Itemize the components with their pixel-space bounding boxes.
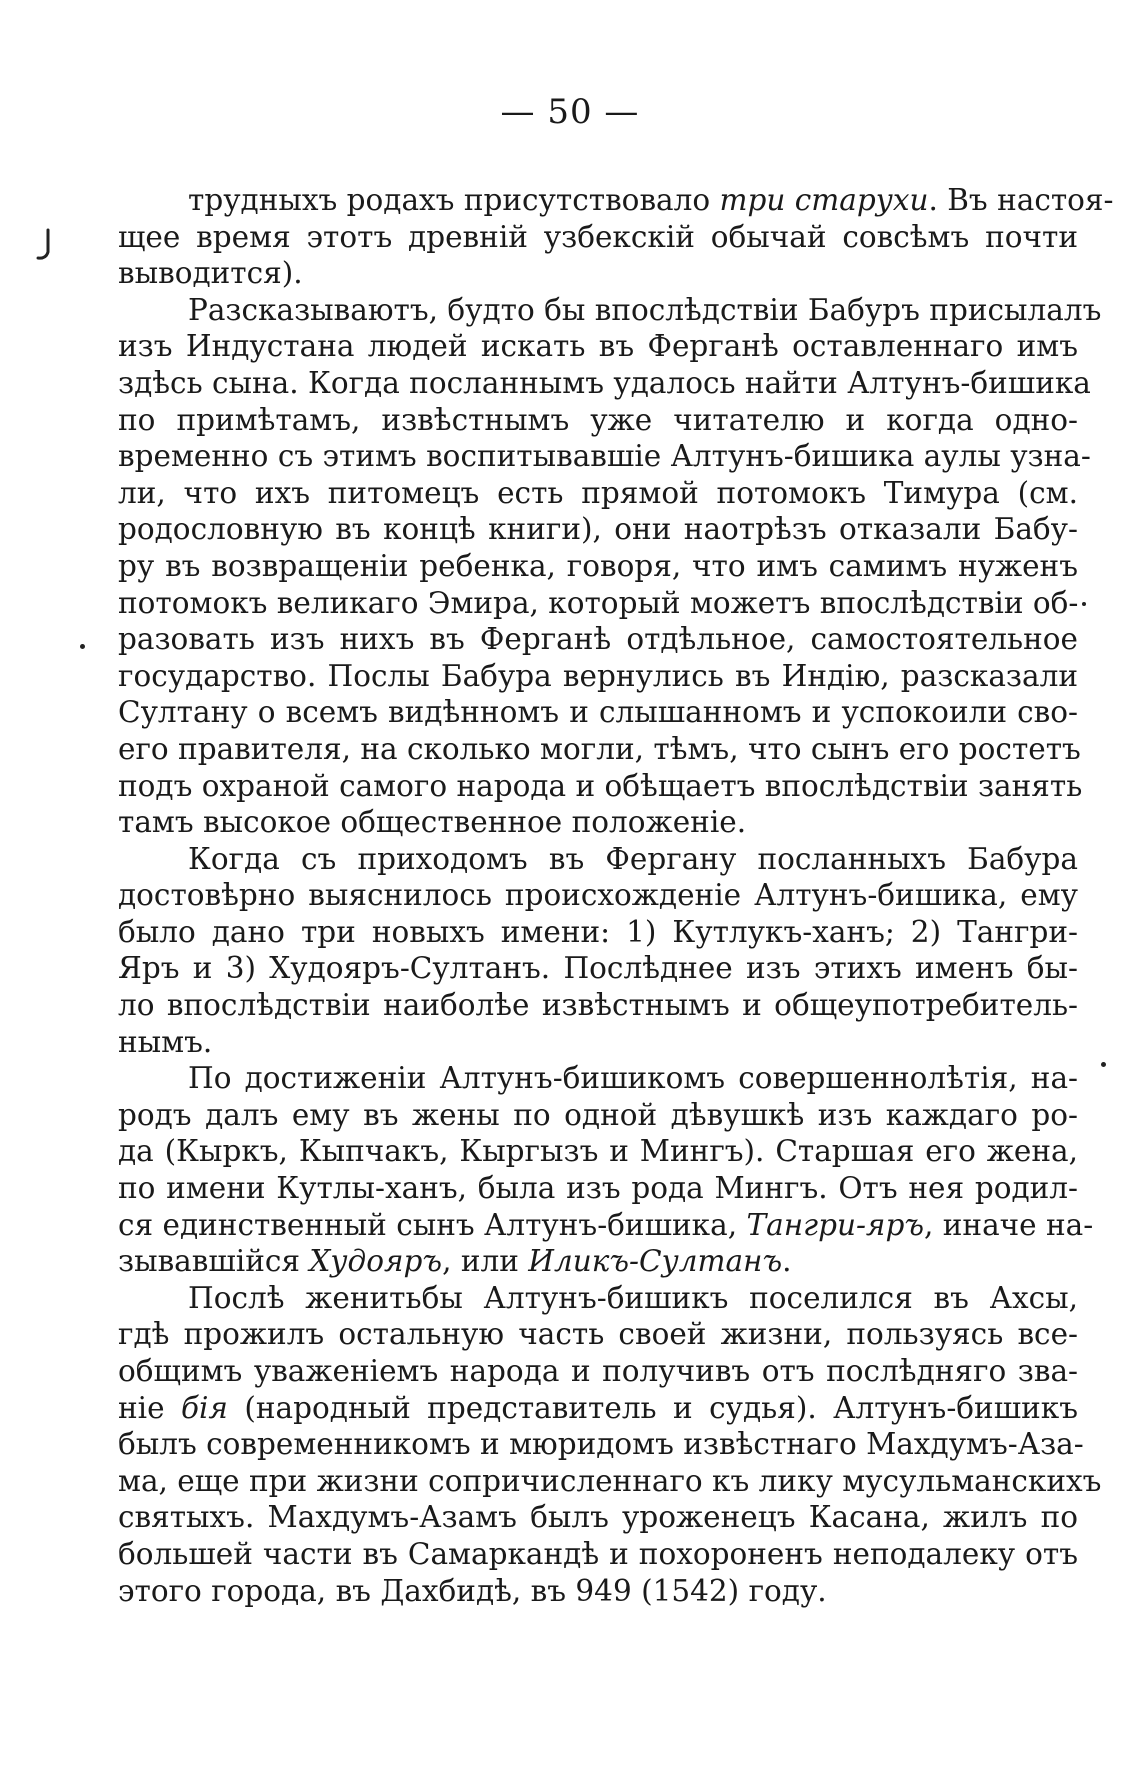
text-run: святыхъ. Махдумъ-Азамъ былъ уроженецъ Касана, жилъ по xyxy=(118,1500,1078,1535)
text-line xyxy=(118,402,1078,439)
text-run: Послѣ женитьбы Алтунъ-бишикъ поселился въ Ахсы, xyxy=(188,1280,1078,1315)
text-run: его правителя, на сколько могли, тѣмъ, что сынъ его ростетъ xyxy=(118,731,1081,766)
text-line xyxy=(118,1353,1078,1390)
italic-term: три старухи xyxy=(719,183,929,217)
margin-speck xyxy=(80,644,85,649)
text-line xyxy=(118,804,1078,841)
page-number: — 50 — xyxy=(500,92,640,132)
text-line xyxy=(118,475,1078,512)
text-run: государство. Послы Бабура вернулись въ Индію, разсказали xyxy=(118,658,1078,693)
text-run: , или xyxy=(442,1244,529,1279)
text-run: тамъ высокое общественное положеніе. xyxy=(118,805,747,840)
paragraph xyxy=(118,841,1078,1061)
text-line xyxy=(118,1536,1078,1573)
text-run: общимъ уваженіемъ народа и получивъ отъ послѣдняго зва- xyxy=(118,1354,1078,1388)
italic-term: Иликъ-Султанъ xyxy=(528,1244,783,1279)
text-run: Когда съ приходомъ въ Фергану посланныхъ Бабура xyxy=(188,841,1078,876)
text-line xyxy=(118,548,1078,585)
paragraph xyxy=(118,292,1102,841)
text-line xyxy=(118,1243,1078,1280)
margin-speck xyxy=(1082,602,1086,606)
text-run: было дано три новыхъ имени: 1) Кутлукъ-ханъ; 2) Тангри- xyxy=(118,914,1078,949)
text-run: Разсказываютъ, будто бы впослѣдствіи Бабуръ присылалъ xyxy=(188,292,1102,327)
text-run: родъ далъ ему въ жены по одной дѣвушкѣ изъ каждаго ро- xyxy=(118,1097,1078,1132)
text-run: ло впослѣдствіи наиболѣе извѣстнымъ и общеупотребитель- xyxy=(118,988,1078,1023)
text-run: нымъ. xyxy=(118,1024,213,1059)
margin-pencil-mark xyxy=(34,228,58,264)
text-run: да (Кыркъ, Кыпчакъ, Кыргызъ и Мингъ). Старшая его жена, xyxy=(118,1134,1078,1169)
text-run: Яръ и 3) Худояръ-Султанъ. Послѣднее изъ этихъ именъ бы- xyxy=(118,951,1078,986)
text-line xyxy=(118,914,1078,951)
text-line xyxy=(118,621,1078,658)
text-run: , иначе на- xyxy=(924,1207,1094,1242)
text-run: зывавшійся xyxy=(118,1244,310,1279)
text-run: выводится). xyxy=(118,256,303,291)
text-line xyxy=(118,1133,1078,1170)
text-run: по примѣтамъ, извѣстнымъ уже читателю и когда одно- xyxy=(118,402,1078,437)
text-run: гдѣ прожилъ остальную часть своей жизни, пользуясь все- xyxy=(118,1317,1078,1352)
text-run: временно съ этимъ воспитывавшіе Алтунъ-бишика аулы узна- xyxy=(118,439,1091,474)
text-line xyxy=(118,585,1078,622)
text-run: . xyxy=(782,1244,792,1279)
text-run: изъ Индустана людей искать въ Ферганѣ оставленнаго имъ xyxy=(118,329,1078,364)
text-line xyxy=(118,1170,1078,1207)
text-run: по имени Кутлы-ханъ, была изъ рода Мингъ. Отъ нея родил- xyxy=(118,1171,1078,1206)
text-line xyxy=(118,1097,1078,1134)
text-line xyxy=(118,438,1091,475)
text-line xyxy=(118,365,1091,402)
text-line xyxy=(118,950,1078,987)
text-run: щее время этотъ древній узбекскій обычай совсѣмъ почти xyxy=(118,219,1078,254)
paragraph xyxy=(118,1280,1102,1609)
text-line xyxy=(118,658,1078,695)
italic-term: Тангри-яръ xyxy=(746,1207,925,1242)
text-run: (народный представитель и судья). Алтунъ-бишикъ xyxy=(227,1390,1079,1425)
text-run: достовѣрно выяснилось происхожденіе Алтунъ-бишика, ему xyxy=(118,878,1078,913)
text-run: разовать изъ нихъ въ Ферганѣ отдѣльное, самостоятельное xyxy=(118,622,1078,657)
text-run: ніе xyxy=(118,1390,181,1425)
italic-term: Худояръ xyxy=(309,1244,443,1279)
text-line xyxy=(118,877,1078,914)
text-line xyxy=(118,1463,1102,1500)
text-run: ли, что ихъ питомецъ есть прямой потомокъ Тимура (см. xyxy=(118,475,1078,510)
text-run: здѣсь сына. Когда посланнымъ удалось найти Алтунъ-бишика xyxy=(118,365,1091,400)
body-text xyxy=(118,182,1114,1609)
paragraph xyxy=(118,1060,1094,1280)
text-line xyxy=(118,768,1083,805)
text-run: подъ охраной самого народа и обѣщаетъ впослѣдствіи занять xyxy=(118,768,1083,803)
text-line xyxy=(118,219,1078,256)
italic-term: бія xyxy=(180,1390,228,1425)
text-line xyxy=(118,1426,1084,1463)
text-line xyxy=(118,292,1102,329)
text-line xyxy=(118,255,1078,292)
text-run: родословную въ концѣ книги), они наотрѣзъ отказали Бабу- xyxy=(118,512,1078,547)
text-line xyxy=(118,987,1078,1024)
text-line xyxy=(118,182,1114,219)
margin-speck xyxy=(1101,1062,1106,1067)
text-run: этого города, въ Дахбидѣ, въ 949 (1542) году. xyxy=(118,1573,827,1608)
text-line xyxy=(118,328,1078,365)
text-line xyxy=(118,1499,1078,1536)
text-run: Султану о всемъ видѣнномъ и слышанномъ и успокоили сво- xyxy=(118,695,1078,730)
text-run: По достиженіи Алтунъ-бишикомъ совершеннолѣтія, на- xyxy=(188,1061,1078,1096)
text-run: ся единственный сынъ Алтунъ-бишика, xyxy=(118,1207,747,1242)
text-run: потомокъ великаго Эмира, который можетъ впослѣдствіи об- xyxy=(118,585,1079,620)
text-run: ру въ возвращеніи ребенка, говоря, что имъ самимъ нуженъ xyxy=(118,548,1078,583)
text-line xyxy=(118,1390,1078,1427)
text-line xyxy=(118,1573,1078,1610)
text-line xyxy=(118,511,1078,548)
text-run: трудныхъ родахъ присутствовало xyxy=(188,183,720,217)
text-line xyxy=(118,1280,1078,1317)
text-line xyxy=(118,1060,1078,1097)
text-run: былъ современникомъ и мюридомъ извѣстнаго Махдумъ-Аза- xyxy=(118,1427,1084,1462)
text-line xyxy=(118,1024,1078,1061)
text-line xyxy=(118,1316,1078,1353)
text-run: . Въ настоя- xyxy=(928,183,1114,217)
text-line xyxy=(118,731,1081,768)
text-line xyxy=(118,841,1078,878)
text-line xyxy=(118,1207,1094,1244)
paragraph xyxy=(118,182,1114,292)
text-line xyxy=(118,694,1078,731)
text-run: ма, еще при жизни сопричисленнаго къ лику мусульманскихъ xyxy=(118,1463,1102,1498)
text-run: большей части въ Самаркандѣ и похороненъ неподалеку отъ xyxy=(118,1536,1078,1571)
